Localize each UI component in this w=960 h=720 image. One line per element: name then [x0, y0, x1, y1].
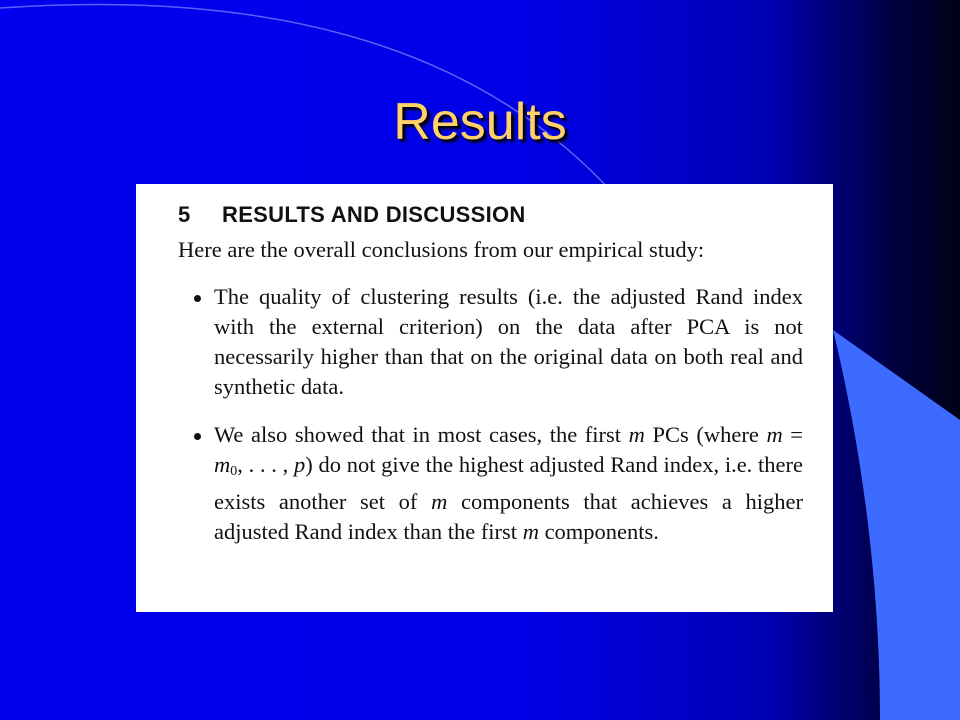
list-item: [178, 420, 803, 547]
intro-text: Here are the overall conclusions from our empirical study:: [178, 237, 705, 262]
conclusion-list: [178, 282, 803, 547]
bullet-icon: [194, 295, 201, 302]
light-blue-wedge: [833, 330, 960, 720]
bullet-text-1: The quality of clustering results (i.e. the adjusted Rand index with the external criterion) on the data after PCA is not necessarily higher than that on the original data on both real and synthetic data.: [214, 284, 803, 399]
section-number: 5: [178, 202, 191, 227]
section-heading: [178, 202, 803, 228]
paper-excerpt: [136, 184, 833, 612]
section-title: RESULTS AND DISCUSSION: [222, 202, 526, 227]
slide-title: Results: [393, 93, 567, 151]
list-item: [178, 282, 803, 402]
bullet-text-2: We also showed that in most cases, the first m PCs (where $m = m_0$, . . . , p) do not give the highest adjusted Rand index, i.e. there exists another set of m components that achieves a higher adjusted Rand index than the first m components.: [214, 422, 803, 544]
bullet-icon: [194, 433, 201, 440]
